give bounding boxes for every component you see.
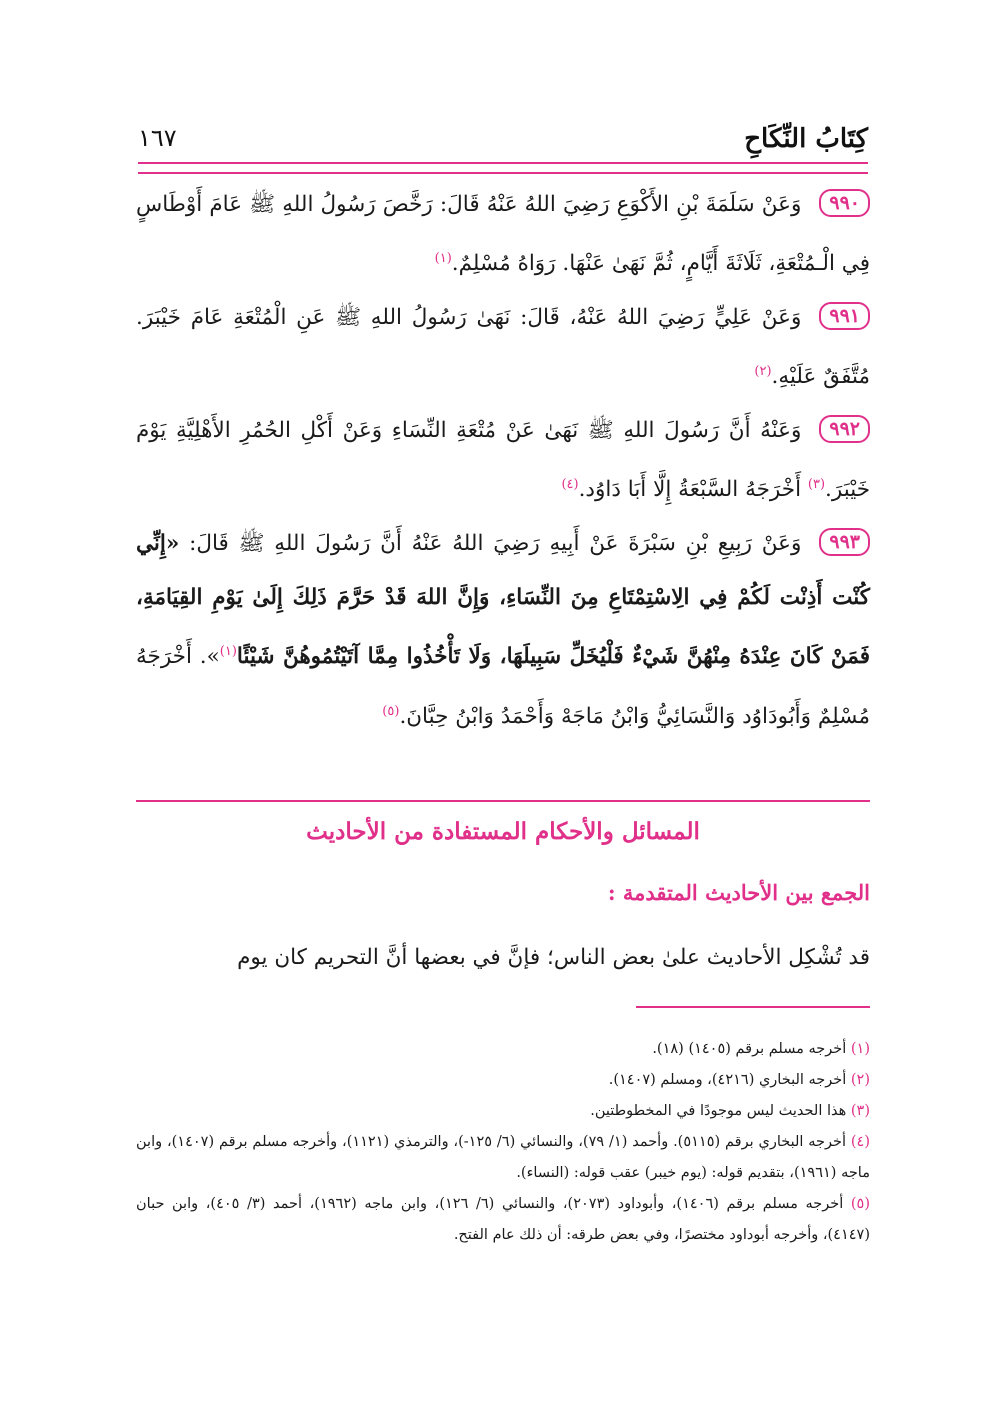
- hadith-text-tail: أَخْرَجَهُ السَّبْعَةُ إِلَّا أَبَا دَاوُد.: [578, 477, 808, 503]
- footnote-text: أخرجه البخاري (٤٢١٦)، ومسلم (١٤٠٧).: [608, 1072, 851, 1088]
- footnote-text: أخرجه مسلم برقم (١٤٠٦)، وأبوداود (٢٠٧٣)، والنسائي (٦/ ١٢٦)، وابن ماجه (١٩٦٢)، أحمد (٣/ ٤٠٥)، وابن حبان (٤١٤٧)، وأخرجه أبوداود مختصرًا، وفي بعض طرقه: أن ذلك عام الفتح.: [136, 1196, 870, 1243]
- footnote-ref: (٣): [807, 477, 826, 493]
- hadith-993: [136, 517, 870, 743]
- footnote: [136, 1096, 870, 1127]
- footnote: [136, 1189, 870, 1251]
- chapter-title: كِتَابُ النِّكَاحِ: [744, 124, 868, 154]
- hadith-992: [136, 404, 870, 517]
- hadith-991: [136, 291, 870, 404]
- quote-close: »: [206, 644, 220, 670]
- footnote-ref: (١): [219, 644, 237, 660]
- hadith-text: وَعَنْهُ أَنَّ رَسُولَ اللهِ ﷺ نَهَىٰ عَنْ مُتْعَةِ النِّسَاءِ وَعَنْ أَكْلِ الحُمُرِ الأَهْلِيَّةِ يَوْمَ خَيْبَرَ.: [136, 418, 870, 503]
- footnote: [136, 1127, 870, 1189]
- page-number: ١٦٧: [138, 124, 177, 152]
- header-divider: [138, 162, 868, 174]
- footnote-ref: (٥): [382, 703, 400, 719]
- footnote-number: (٥): [850, 1196, 871, 1212]
- footnote-number: (٣): [850, 1103, 870, 1119]
- hadith-list: [136, 178, 870, 744]
- footnote-divider: [636, 1006, 870, 1008]
- footnotes: [136, 1034, 870, 1251]
- footnote-ref: (١): [434, 251, 452, 266]
- subsection-title: الجمع بين الأحاديث المتقدمة :: [607, 880, 870, 905]
- footnote-ref: (٢): [754, 364, 772, 380]
- hadith-number-badge: ٩٩١: [819, 302, 870, 330]
- hadith-text: وَعَنْ سَلَمَةَ بْنِ الأَكْوَعِ رَضِيَ اللهُ عَنْهُ قَالَ: رَخَّصَ رَسُولُ اللهِ ﷺ عَامَ أَوْطَاسٍ فِي الْـمُتْعَةِ، ثَلَاثَةَ أَيَّامٍ، ثُمَّ نَهَىٰ عَنْهَا. رَوَاهُ مُسْلِمٌ.: [136, 192, 870, 277]
- hadith-number-badge: ٩٩٢: [819, 415, 870, 443]
- footnote-number: (٤): [850, 1134, 870, 1150]
- hadith-number-badge: ٩٩٠: [819, 189, 870, 217]
- page-header: [138, 120, 868, 164]
- footnote-number: (٢): [850, 1072, 870, 1088]
- footnote: [136, 1065, 870, 1096]
- footnote-text: أخرجه البخاري برقم (٥١١٥). وأحمد (١/ ٧٩)، والنسائي (٦/ ١٢٥-)، والترمذي (١١٢١)، وأخرجه مسلم برقم (١٤٠٧)، وابن ماجه (١٩٦١)، بتقديم قوله: (يوم خيبر) عقب قوله: (النساء).: [136, 1134, 870, 1181]
- footnote-text: أخرجه مسلم برقم (١٤٠٥) (١٨).: [652, 1041, 851, 1057]
- hadith-number-badge: ٩٩٣: [819, 528, 870, 556]
- footnote: [136, 1034, 870, 1065]
- prophetic-quote: «إِنِّي كُنْت أَذِنْت لَكُمْ فِي الِاسْتِمْتَاعِ مِنَ النِّسَاءِ، وَإِنَّ اللهَ قَدْ حَرَّمَ ذَلِكَ إِلَىٰ يَوْمِ القِيَامَةِ، فَمَنْ كَانَ عِنْدَهُ مِنْهُنَّ شَيْءٌ فَلْيُخَلِّ سَبِيلَهَا، وَلَا تَأْخُذُوا مِمَّا آتَيْتُمُوهُنَّ شَيْئًا: [136, 531, 870, 670]
- hadith-intro: وَعَنْ رَبِيعِ بْنِ سَبْرَةَ عَنْ أَبِيهِ رَضِيَ اللهُ عَنْهُ أَنَّ رَسُولَ اللهِ ﷺ قَالَ:: [179, 531, 802, 557]
- footnote-number: (١): [850, 1041, 870, 1057]
- footnote-text: هذا الحديث ليس موجودًا في المخطوطتين.: [590, 1103, 851, 1119]
- hadith-text: وَعَنْ عَلِيٍّ رَضِيَ اللهُ عَنْهُ، قَالَ: نَهَىٰ رَسُولُ اللهِ ﷺ عَنِ الْمُتْعَةِ عَامَ خَيْبَرَ. مُتَّفَقٌ عَلَيْهِ.: [136, 305, 870, 390]
- footnote-ref: (٤): [561, 477, 579, 493]
- hadith-990: [136, 178, 870, 291]
- hadith-source: . أَخْرَجَهُ مُسْلِمٌ وَأَبُودَاوُد وَالنَّسَائِيُّ وَابْنُ مَاجَهْ وَأَحْمَدُ وَابْنُ حِبَّانَ.: [136, 644, 870, 729]
- section-divider: [136, 800, 870, 802]
- lead-paragraph: قد تُشْكِل الأحاديث علىٰ بعض الناس؛ فإنَّ في بعضها أنَّ التحريم كان يوم: [237, 945, 870, 970]
- section-title: المسائل والأحكام المستفادة من الأحاديث: [306, 818, 700, 845]
